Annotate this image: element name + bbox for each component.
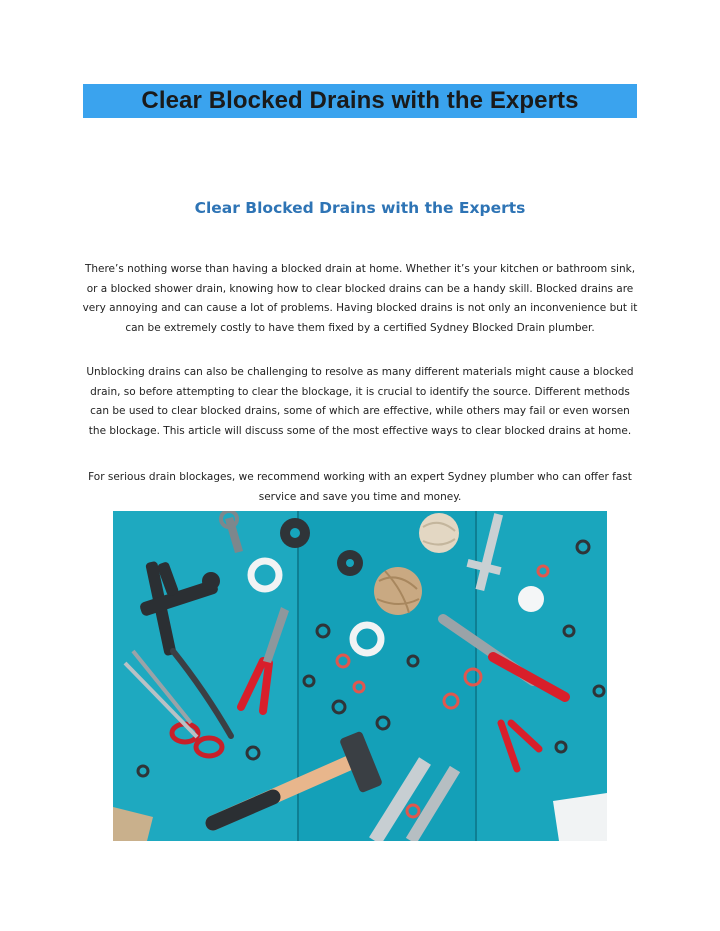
article-heading: Clear Blocked Drains with the Experts: [194, 199, 526, 217]
article-paragraph-1: There’s nothing worse than having a blocked drain at home. Whether it’s your kitchen or bathroom sink, or a blocked shower drain, knowing how to clear blocked drains can be a handy skill. Blocked drains are very annoying and can cause a lot of problems. Having blocked drains is not only an inconvenience but it can be extremely costly to have them fixed by a certified Sydney Blocked Drain plumber.: [82, 263, 638, 335]
title-banner: [83, 84, 637, 118]
banner-title: Clear Blocked Drains with the Experts: [141, 87, 579, 114]
article-paragraph-2: Unblocking drains can also be challenging to resolve as many different materials might cause a blocked drain, so before attempting to clear the blockage, it is crucial to identify the source. Different methods can be used to clear blocked drains, some of which are effective, while others may fail or even worsen the blockage. This article will discuss some of the most effective ways to clear blocked drains at home.: [86, 366, 634, 438]
article-paragraph-3: For serious drain blockages, we recommend working with an expert Sydney plumber who can offer fast service and save you time and money.: [88, 471, 632, 503]
plumbing-tools-photo: [113, 511, 607, 841]
